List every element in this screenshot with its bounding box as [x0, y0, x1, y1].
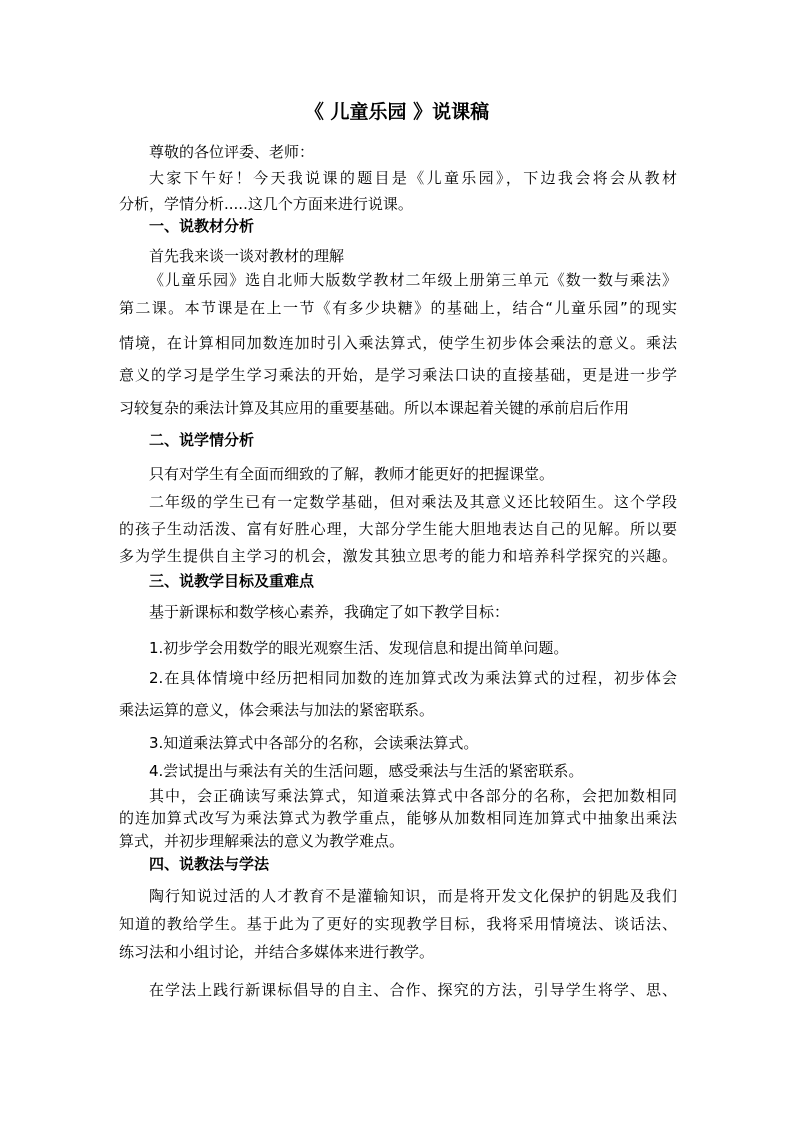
list-item: 乘法运算的意义，体会乘法与加法的紧密联系。: [119, 701, 435, 719]
paragraph-line: 《儿童乐园》选自北师大版数学教材二年级上册第三单元《数一数与乘法》: [149, 271, 677, 289]
section-heading-3: 三、说教学目标及重难点: [149, 572, 315, 590]
paragraph-line: 首先我来谈一谈对教材的理解: [149, 247, 345, 265]
paragraph-line: 分析，学情分析.....这几个方面来进行说课。: [119, 195, 413, 213]
section-heading-4: 四、说教法与学法: [149, 855, 270, 873]
section-heading-2: 二、说学情分析: [149, 431, 255, 449]
paragraph-line: 算式，并初步理解乘法的意义为教学难点。: [119, 832, 405, 850]
paragraph-line: 习较复杂的乘法计算及其应用的重要基础。所以本课起着关键的承前启后作用: [119, 399, 630, 417]
paragraph-line: 大家下午好！今天我说课的题目是《儿童乐园》，下边我会将会从教材: [149, 169, 677, 187]
list-item: 1.初步学会用数学的眼光观察生活、发现信息和提出简单问题。: [149, 639, 569, 657]
paragraph-line: 其中，会正确读写乘法算式，知道乘法算式中各部分的名称，会把加数相同: [149, 787, 677, 805]
paragraph-line: 二年级的学生已有一定数学基础，但对乘法及其意义还比较陌生。这个学段: [149, 493, 677, 511]
paragraph-line: 情境，在计算相同加数连加时引入乘法算式，使学生初步体会乘法的意义。乘法: [119, 334, 677, 352]
paragraph-line: 知道的教给学生。基于此为了更好的实现教学目标，我将采用情境法、谈话法、: [119, 915, 677, 933]
section-heading-1: 一、说教材分析: [149, 217, 255, 235]
paragraph-line: 的连加算式改写为乘法算式为教学重点，能够从加数相同连加算式中抽象出乘法: [119, 809, 677, 827]
list-item: 2.在具体情境中经历把相同加数的连加算式改为乘法算式的过程，初步体会: [149, 669, 677, 687]
paragraph-line: 在学法上践行新课标倡导的自主、合作、探究的方法，引导学生将学、思、: [149, 981, 677, 999]
paragraph-line: 基于新课标和数学核心素养，我确定了如下教学目标：: [149, 603, 510, 621]
paragraph-line: 意义的学习是学生学习乘法的开始，是学习乘法口诀的直接基础，更是进一步学: [119, 366, 677, 384]
paragraph-line: 只有对学生有全面而细致的了解，教师才能更好的把握课堂。: [149, 465, 555, 483]
paragraph-line: 的孩子生动活泼、富有好胜心理，大部分学生能大胆地表达自己的见解。所以要: [119, 520, 677, 538]
document-title: 《 儿童乐园 》说课稿: [304, 101, 490, 123]
paragraph-line: 多为学生提供自主学习的机会，激发其独立思考的能力和培养科学探究的兴趣。: [119, 547, 677, 565]
paragraph-line: 练习法和小组讨论，并结合多媒体来进行教学。: [119, 943, 435, 961]
list-item: 3.知道乘法算式中各部分的名称，会读乘法算式。: [149, 734, 479, 752]
paragraph-line: 陶行知说过活的人才教育不是灌输知识，而是将开发文化保护的钥匙及我们: [149, 887, 677, 905]
paragraph-line: 第二课。本节课是在上一节《有多少块糖》的基础上，结合“儿童乐园”的现实: [119, 299, 677, 317]
list-item: 4.尝试提出与乘法有关的生活问题，感受乘法与生活的紧密联系。: [149, 762, 584, 780]
greeting-line: 尊敬的各位评委、老师：: [149, 143, 315, 161]
